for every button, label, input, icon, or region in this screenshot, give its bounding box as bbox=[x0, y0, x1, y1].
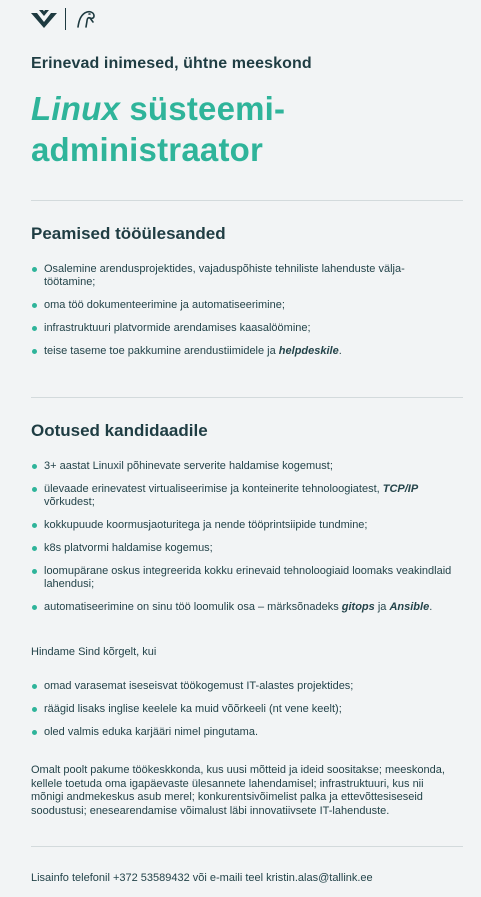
list-item-text: töötamine; bbox=[44, 276, 96, 288]
offer-line: kellele toetuda oma igapäevaste ülesannete lahendamisel; infrastruktuuri, kus nii bbox=[31, 777, 424, 790]
tallink-v-logo-icon bbox=[31, 9, 57, 29]
tasks-heading: Peamised tööülesanded bbox=[31, 224, 226, 243]
list-item bbox=[31, 519, 461, 532]
list-item-text: ülevaade erinevatest virtualiseerimise ja konteinerite tehnoloogiatest, bbox=[44, 483, 383, 495]
list-item-text: loomupärane oskus integreerida kokku erinevaid tehnoloogiaid loomaks veakindlaid bbox=[44, 565, 452, 577]
ansible-term: Ansible bbox=[389, 601, 430, 613]
list-item bbox=[31, 483, 461, 509]
list-item bbox=[31, 680, 461, 693]
list-item-text: automatiseerimine on sinu töö loomulik osa – märksõnadeks bbox=[44, 601, 342, 613]
list-item-text: teise taseme toe pakkumine arendustiimidele ja bbox=[44, 345, 279, 357]
offer-paragraph bbox=[31, 764, 463, 818]
silja-seal-logo-icon bbox=[75, 8, 97, 30]
list-item-text: omad varasemat iseseisvat töökogemust IT-alastes projektides; bbox=[44, 680, 354, 692]
kicker-subtitle: Erinevad inimesed, ühtne meeskond bbox=[31, 55, 312, 72]
expectations-heading: Ootused kandidaadile bbox=[31, 421, 208, 440]
value-intro: Hindame Sind kõrgelt, kui bbox=[31, 646, 157, 658]
list-item bbox=[31, 460, 461, 473]
list-item-text: lahendusi; bbox=[44, 578, 95, 590]
brand-logos bbox=[31, 7, 97, 31]
list-item bbox=[31, 263, 461, 289]
value-list bbox=[31, 680, 461, 749]
list-item-text: oled valmis eduka karjääri nimel pingutama. bbox=[44, 726, 258, 738]
list-item-text: 3+ aastat Linuxil põhinevate serverite haldamise kogemust; bbox=[44, 460, 333, 472]
gitops-term: gitops bbox=[341, 601, 375, 613]
list-item bbox=[31, 322, 461, 335]
list-item-text: räägid lisaks inglise keelele ka muid võõrkeeli (nt vene keelt); bbox=[44, 703, 342, 715]
tasks-list bbox=[31, 263, 461, 368]
list-item-text: kokkupuude koormusjaoturitega ja nende tööprintsiipide tundmine; bbox=[44, 519, 368, 531]
list-item bbox=[31, 299, 461, 312]
title-linux: Linux bbox=[31, 90, 120, 127]
logo-divider bbox=[65, 8, 66, 30]
offer-line: soodustusi; enesearendamise võimalust läbi innovatiivsete IT-lahenduste. bbox=[31, 804, 390, 817]
helpdesk-term: helpdeskile bbox=[278, 345, 339, 357]
page-title bbox=[31, 88, 461, 170]
list-item-text: oma töö dokumenteerimine ja automatiseerimine; bbox=[44, 299, 285, 311]
list-item-text: võrkudest; bbox=[44, 496, 95, 508]
list-item-text: ja bbox=[374, 601, 390, 613]
title-line2: administraator bbox=[31, 131, 264, 168]
list-item bbox=[31, 542, 461, 555]
divider bbox=[31, 200, 463, 201]
offer-line: mõnigi andmekeskus asub merel; konkurentsivõimelist palka ja ettevõttesiseseid bbox=[31, 791, 423, 803]
list-item-text: Osalemine arendusprojektides, vajaduspõhiste tehniliste lahenduste välja- bbox=[44, 263, 405, 275]
offer-line: Omalt poolt pakume töökeskkonda, kus uusi mõtteid ja ideid soositakse; meeskonda, bbox=[31, 764, 445, 776]
punct: . bbox=[338, 345, 342, 357]
divider bbox=[31, 397, 463, 398]
contact-info: Lisainfo telefonil +372 53589432 või e-maili teel kristin.alas@tallink.ee bbox=[31, 872, 373, 884]
expectations-list bbox=[31, 460, 461, 624]
punct: . bbox=[429, 601, 433, 613]
tcpip-term: TCP/IP bbox=[382, 483, 419, 495]
divider bbox=[31, 846, 463, 847]
list-item bbox=[31, 565, 461, 591]
list-item-text: k8s platvormi haldamise kogemus; bbox=[44, 542, 213, 554]
list-item-text: infrastruktuuri platvormide arendamises kaasalöömine; bbox=[44, 322, 311, 334]
title-line1-rest: süsteemi- bbox=[120, 90, 286, 127]
list-item bbox=[31, 703, 461, 716]
list-item bbox=[31, 601, 461, 614]
list-item bbox=[31, 345, 461, 358]
list-item bbox=[31, 726, 461, 739]
